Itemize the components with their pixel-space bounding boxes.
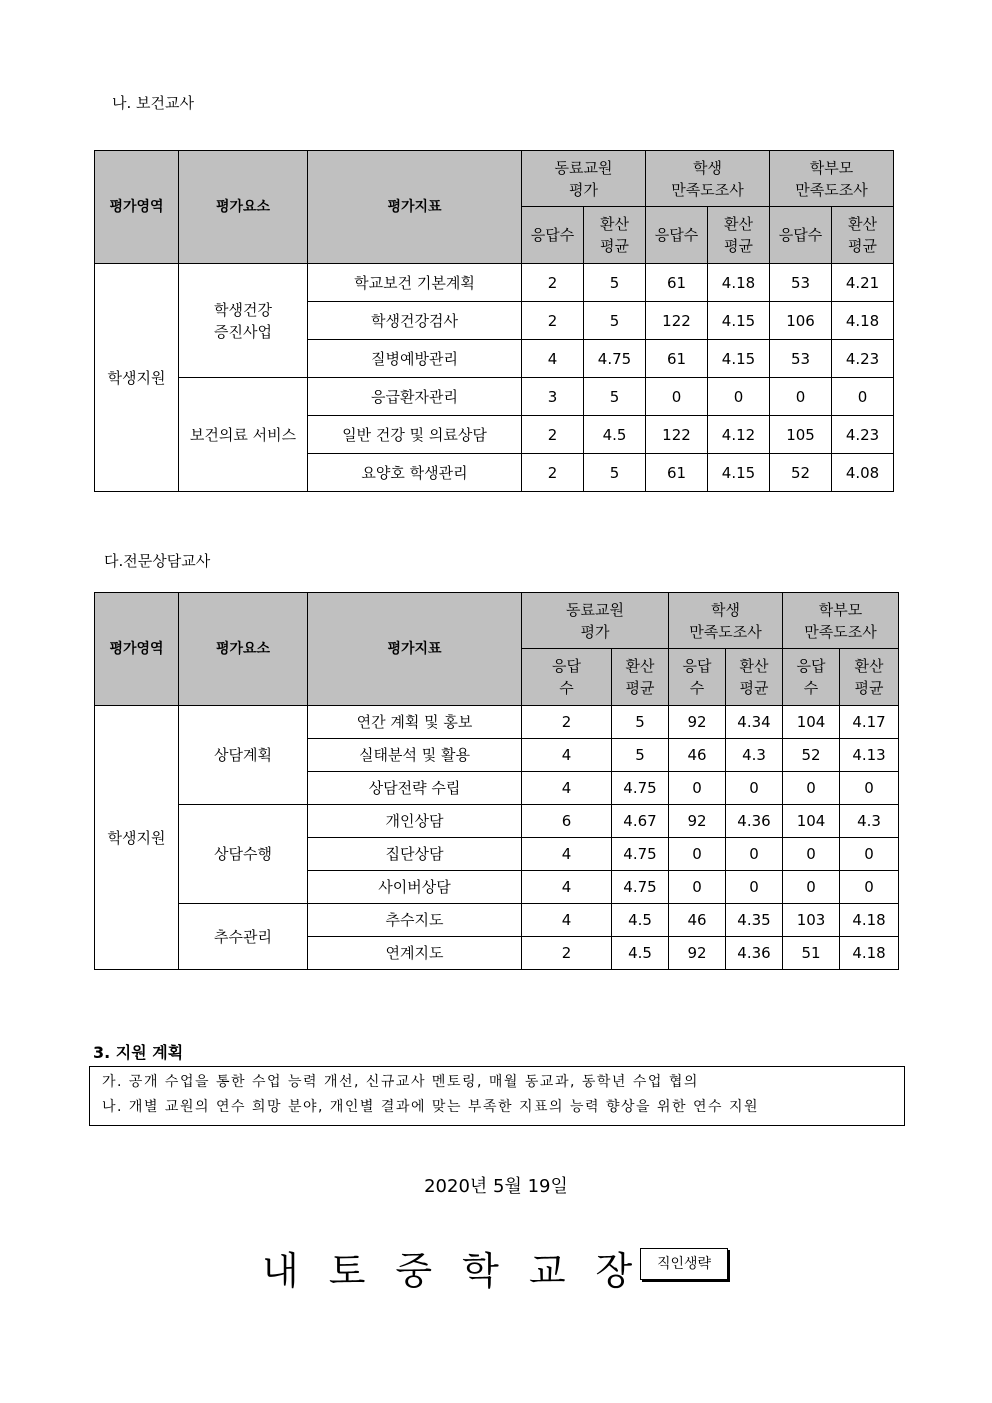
indicator-cell: 학교보건 기본계획 xyxy=(308,264,522,302)
header-resp: 응답 수 xyxy=(783,649,840,706)
indicator-cell: 추수지도 xyxy=(308,904,522,937)
value-cell: 122 xyxy=(646,302,708,340)
value-cell: 4.34 xyxy=(726,706,783,739)
value-cell: 0 xyxy=(783,838,840,871)
header-resp: 응답 수 xyxy=(522,649,612,706)
value-cell: 5 xyxy=(584,264,646,302)
value-cell: 4.5 xyxy=(584,416,646,454)
header-avg: 환산 평균 xyxy=(832,207,894,264)
table-row xyxy=(95,805,899,838)
value-cell: 106 xyxy=(770,302,832,340)
value-cell: 4.3 xyxy=(840,805,899,838)
header-resp: 응답수 xyxy=(770,207,832,264)
value-cell: 4.75 xyxy=(612,838,669,871)
value-cell: 92 xyxy=(669,805,726,838)
value-cell: 0 xyxy=(646,378,708,416)
value-cell: 52 xyxy=(770,454,832,492)
area-cell: 학생지원 xyxy=(95,706,179,970)
support-plan-line: 나. 개별 교원의 연수 희망 분야, 개인별 결과에 맞는 부족한 지표의 능력 향상을 위한 연수 지원 xyxy=(102,1099,760,1115)
value-cell: 2 xyxy=(522,454,584,492)
value-cell: 4.17 xyxy=(840,706,899,739)
value-cell: 4 xyxy=(522,772,612,805)
indicator-cell: 일반 건강 및 의료상담 xyxy=(308,416,522,454)
value-cell: 0 xyxy=(726,871,783,904)
section-na-title: 나. 보건교사 xyxy=(112,94,194,112)
area-cell: 학생지원 xyxy=(95,264,179,492)
value-cell: 4.35 xyxy=(726,904,783,937)
value-cell: 0 xyxy=(783,871,840,904)
value-cell: 5 xyxy=(584,454,646,492)
value-cell: 0 xyxy=(669,838,726,871)
indicator-cell: 개인상담 xyxy=(308,805,522,838)
header-peer: 동료교원 평가 xyxy=(522,151,646,207)
value-cell: 0 xyxy=(708,378,770,416)
value-cell: 4 xyxy=(522,904,612,937)
value-cell: 4 xyxy=(522,871,612,904)
header-parent: 학부모 만족도조사 xyxy=(770,151,894,207)
header-area: 평가영역 xyxy=(95,151,179,264)
header-resp: 응답 수 xyxy=(669,649,726,706)
header-student: 학생 만족도조사 xyxy=(646,151,770,207)
indicator-cell: 질병예방관리 xyxy=(308,340,522,378)
value-cell: 61 xyxy=(646,340,708,378)
value-cell: 4.23 xyxy=(832,416,894,454)
indicator-cell: 사이버상담 xyxy=(308,871,522,904)
value-cell: 2 xyxy=(522,416,584,454)
header-avg: 환산 평균 xyxy=(726,649,783,706)
value-cell: 0 xyxy=(832,378,894,416)
value-cell: 105 xyxy=(770,416,832,454)
value-cell: 0 xyxy=(770,378,832,416)
seal-omitted-stamp: 직인생략 xyxy=(640,1248,728,1280)
header-resp: 응답수 xyxy=(522,207,584,264)
value-cell: 4.12 xyxy=(708,416,770,454)
value-cell: 4.36 xyxy=(726,805,783,838)
value-cell: 4.75 xyxy=(612,772,669,805)
value-cell: 6 xyxy=(522,805,612,838)
value-cell: 0 xyxy=(669,871,726,904)
value-cell: 2 xyxy=(522,937,612,970)
table-health-teacher xyxy=(94,150,894,492)
value-cell: 4.5 xyxy=(612,904,669,937)
value-cell: 4.3 xyxy=(726,739,783,772)
header-student: 학생 만족도조사 xyxy=(669,593,783,649)
value-cell: 46 xyxy=(669,904,726,937)
support-plan-box xyxy=(89,1066,905,1126)
value-cell: 104 xyxy=(783,706,840,739)
value-cell: 0 xyxy=(783,772,840,805)
table-row xyxy=(95,264,894,302)
indicator-cell: 상담전략 수립 xyxy=(308,772,522,805)
value-cell: 4 xyxy=(522,739,612,772)
element-cell: 상담수행 xyxy=(179,805,308,904)
value-cell: 4.18 xyxy=(832,302,894,340)
value-cell: 53 xyxy=(770,264,832,302)
value-cell: 5 xyxy=(612,706,669,739)
header-element: 평가요소 xyxy=(179,151,308,264)
header-avg: 환산 평균 xyxy=(708,207,770,264)
value-cell: 104 xyxy=(783,805,840,838)
value-cell: 4.5 xyxy=(612,937,669,970)
value-cell: 0 xyxy=(840,871,899,904)
table-counselor xyxy=(94,592,899,970)
value-cell: 4.15 xyxy=(708,454,770,492)
header-resp: 응답수 xyxy=(646,207,708,264)
value-cell: 61 xyxy=(646,264,708,302)
indicator-cell: 요양호 학생관리 xyxy=(308,454,522,492)
value-cell: 53 xyxy=(770,340,832,378)
value-cell: 92 xyxy=(669,706,726,739)
header-indicator: 평가지표 xyxy=(308,151,522,264)
value-cell: 4.15 xyxy=(708,340,770,378)
value-cell: 122 xyxy=(646,416,708,454)
document-date: 2020년 5월 19일 xyxy=(424,1176,568,1197)
value-cell: 0 xyxy=(669,772,726,805)
value-cell: 51 xyxy=(783,937,840,970)
support-plan-heading: 3. 지원 계획 xyxy=(93,1043,184,1062)
value-cell: 61 xyxy=(646,454,708,492)
value-cell: 4.21 xyxy=(832,264,894,302)
value-cell: 4.23 xyxy=(832,340,894,378)
principal-name: 내토중학교장 xyxy=(262,1249,663,1293)
value-cell: 4.13 xyxy=(840,739,899,772)
value-cell: 52 xyxy=(783,739,840,772)
table-row xyxy=(95,378,894,416)
value-cell: 4.18 xyxy=(708,264,770,302)
value-cell: 3 xyxy=(522,378,584,416)
value-cell: 4.08 xyxy=(832,454,894,492)
header-indicator: 평가지표 xyxy=(308,593,522,706)
value-cell: 0 xyxy=(726,838,783,871)
value-cell: 4.18 xyxy=(840,937,899,970)
value-cell: 4.75 xyxy=(584,340,646,378)
indicator-cell: 연간 계획 및 홍보 xyxy=(308,706,522,739)
value-cell: 5 xyxy=(584,378,646,416)
header-peer: 동료교원 평가 xyxy=(522,593,669,649)
value-cell: 2 xyxy=(522,302,584,340)
value-cell: 92 xyxy=(669,937,726,970)
element-cell: 보건의료 서비스 xyxy=(179,378,308,492)
table-row xyxy=(95,706,899,739)
value-cell: 4.18 xyxy=(840,904,899,937)
element-cell: 학생건강 증진사업 xyxy=(179,264,308,378)
value-cell: 4.15 xyxy=(708,302,770,340)
value-cell: 2 xyxy=(522,264,584,302)
value-cell: 46 xyxy=(669,739,726,772)
header-element: 평가요소 xyxy=(179,593,308,706)
header-parent: 학부모 만족도조사 xyxy=(783,593,899,649)
element-cell: 추수관리 xyxy=(179,904,308,970)
value-cell: 0 xyxy=(840,838,899,871)
value-cell: 5 xyxy=(612,739,669,772)
header-avg: 환산 평균 xyxy=(584,207,646,264)
indicator-cell: 학생건강검사 xyxy=(308,302,522,340)
indicator-cell: 집단상담 xyxy=(308,838,522,871)
value-cell: 2 xyxy=(522,706,612,739)
element-cell: 상담계획 xyxy=(179,706,308,805)
value-cell: 0 xyxy=(840,772,899,805)
value-cell: 4.36 xyxy=(726,937,783,970)
support-plan-line: 가. 공개 수업을 통한 수업 능력 개선, 신규교사 멘토링, 매월 동교과, 동학년 수업 협의 xyxy=(102,1074,699,1090)
table-row xyxy=(95,904,899,937)
value-cell: 4 xyxy=(522,340,584,378)
value-cell: 4.75 xyxy=(612,871,669,904)
indicator-cell: 연계지도 xyxy=(308,937,522,970)
value-cell: 103 xyxy=(783,904,840,937)
indicator-cell: 실태분석 및 활용 xyxy=(308,739,522,772)
value-cell: 4 xyxy=(522,838,612,871)
value-cell: 4.67 xyxy=(612,805,669,838)
header-avg: 환산 평균 xyxy=(612,649,669,706)
section-da-title: 다.전문상담교사 xyxy=(104,552,211,570)
header-area: 평가영역 xyxy=(95,593,179,706)
value-cell: 0 xyxy=(726,772,783,805)
header-avg: 환산 평균 xyxy=(840,649,899,706)
value-cell: 5 xyxy=(584,302,646,340)
indicator-cell: 응급환자관리 xyxy=(308,378,522,416)
